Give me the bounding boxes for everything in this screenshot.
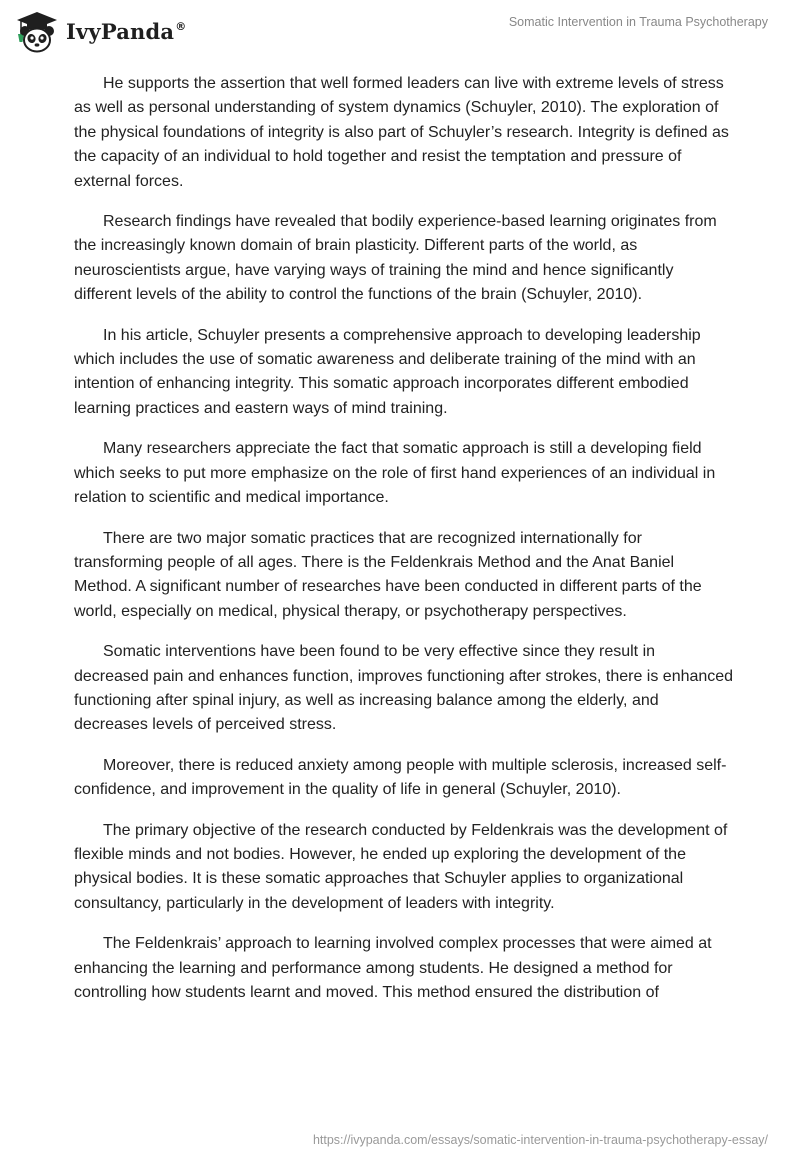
essay-paragraph: In his article, Schuyler presents a comprehensive approach to developing leadership which includes the use of somatic awareness and deliberate training of the mind with an intention of enhancing integrity. This somatic approach incorporates different embodied learning practices and eastern ways of mind training. xyxy=(74,326,701,417)
page-header xyxy=(0,0,800,70)
essay-paragraph: Somatic interventions have been found to be very effective since they result in decreased pain and enhances function, improves functioning after strokes, there is enhanced functioning after spinal injury, as well as increasing balance among the elderly, and decreases levels of perceived stress. xyxy=(74,643,734,734)
source-url-link[interactable]: https://ivypanda.com/essays/somatic-intervention-in-trauma-psychotherapy-essay/ xyxy=(312,1133,768,1147)
essay-paragraph: The primary objective of the research conducted by Feldenkrais was the development of flexible minds and not bodies. However, he ended up exploring the development of the physical bodies. It is these somatic approaches that Schuyler applies to organizational consultancy, particularly in the development of leaders with integrity. xyxy=(74,821,728,912)
brand-logo[interactable] xyxy=(14,10,186,54)
panda-logo-icon xyxy=(14,10,60,54)
essay-paragraph: Many researchers appreciate the fact that somatic approach is still a developing field which seeks to put more emphasize on the role of first hand experiences of an individual in relation to scientific and medical importance. xyxy=(74,440,716,507)
document-title: Somatic Intervention in Trauma Psychotherapy xyxy=(508,15,768,29)
registered-mark: ® xyxy=(175,19,187,33)
essay-paragraph: There are two major somatic practices that are recognized internationally for transforming people of all ages. There is the Feldenkrais Method and the Anat Baniel Method. A significant number of researches have been conducted in different parts of the world, especially on medical, physical therapy, or psychotherapy perspectives. xyxy=(74,529,702,620)
essay-paragraph: Research findings have revealed that bodily experience-based learning originates from the increasingly known domain of brain plasticity. Different parts of the world, as neuroscientists argue, have varying ways of training the mind and hence significantly different levels of the ability to control the functions of the brain (Schuyler, 2010). xyxy=(74,213,717,304)
essay-body xyxy=(74,72,734,1021)
essay-paragraph: He supports the assertion that well formed leaders can live with extreme levels of stress as well as personal understanding of system dynamics (Schuyler, 2010). The exploration of the physical foundations of integrity is also part of Schuyler’s research. Integrity is defined as the capacity of an individual to hold together and resist the temptation and pressure of external forces. xyxy=(74,75,729,190)
essay-paragraph: Moreover, there is reduced anxiety among people with multiple sclerosis, increased self-confidence, and improvement in the quality of life in general (Schuyler, 2010). xyxy=(74,756,727,799)
brand-name-text: IvyPanda xyxy=(66,18,175,44)
brand-name xyxy=(66,19,186,44)
essay-paragraph: The Feldenkrais’ approach to learning involved complex processes that were aimed at enhancing the learning and performance among students. He designed a method for controlling how students learnt and moved. This method ensured the distribution of xyxy=(74,935,712,1001)
